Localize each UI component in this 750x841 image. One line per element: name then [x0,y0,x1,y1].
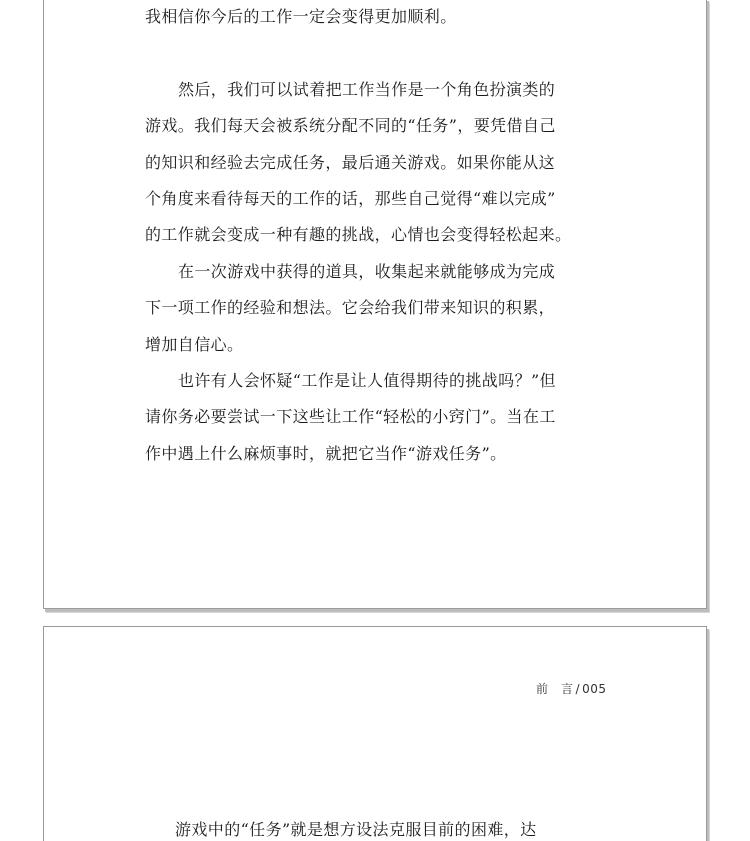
header-separator: / [575,682,581,696]
text-line: 的工作就会变成一种有趣的挑战，心情也会变得轻松起来。 [145,225,572,245]
book-page-upper [43,0,707,609]
text-line: 在一次游戏中获得的道具，收集起来就能够成为完成 [178,261,556,281]
text-line: 请你务必要尝试一下这些让工作“轻松的小窍门”。当在工 [145,407,556,427]
text-line: 个角度来看待每天的工作的话，那些自己觉得“难以完成” [145,189,556,208]
text-line: 增加自信心。 [145,334,244,354]
text-line: 游戏中的“任务”就是想方设法克服目前的困难，达 [175,820,537,839]
page-number: 005 [582,682,607,696]
book-page-lower [43,626,707,841]
text-line: 也许有人会怀疑“工作是让人值得期待的挑战吗？”但 [178,371,556,390]
text-line: 我相信你今后的工作一定会变得更加顺利。 [145,7,457,26]
text-line: 作中遇上什么麻烦事时，就把它当作“游戏任务”。 [145,443,507,463]
text-line: 下一项工作的经验和想法。它会给我们带来知识的积累， [145,298,556,318]
text-line: 的知识和经验去完成任务，最后通关游戏。如果你能从这 [145,152,556,172]
text-line: 游戏。我们每天会被系统分配不同的“任务”，要凭借自己 [145,116,556,136]
header-section-title: 前 言 [536,682,574,696]
running-header [536,680,606,697]
text-line: 然后，我们可以试着把工作当作是一个角色扮演类的 [178,79,556,99]
